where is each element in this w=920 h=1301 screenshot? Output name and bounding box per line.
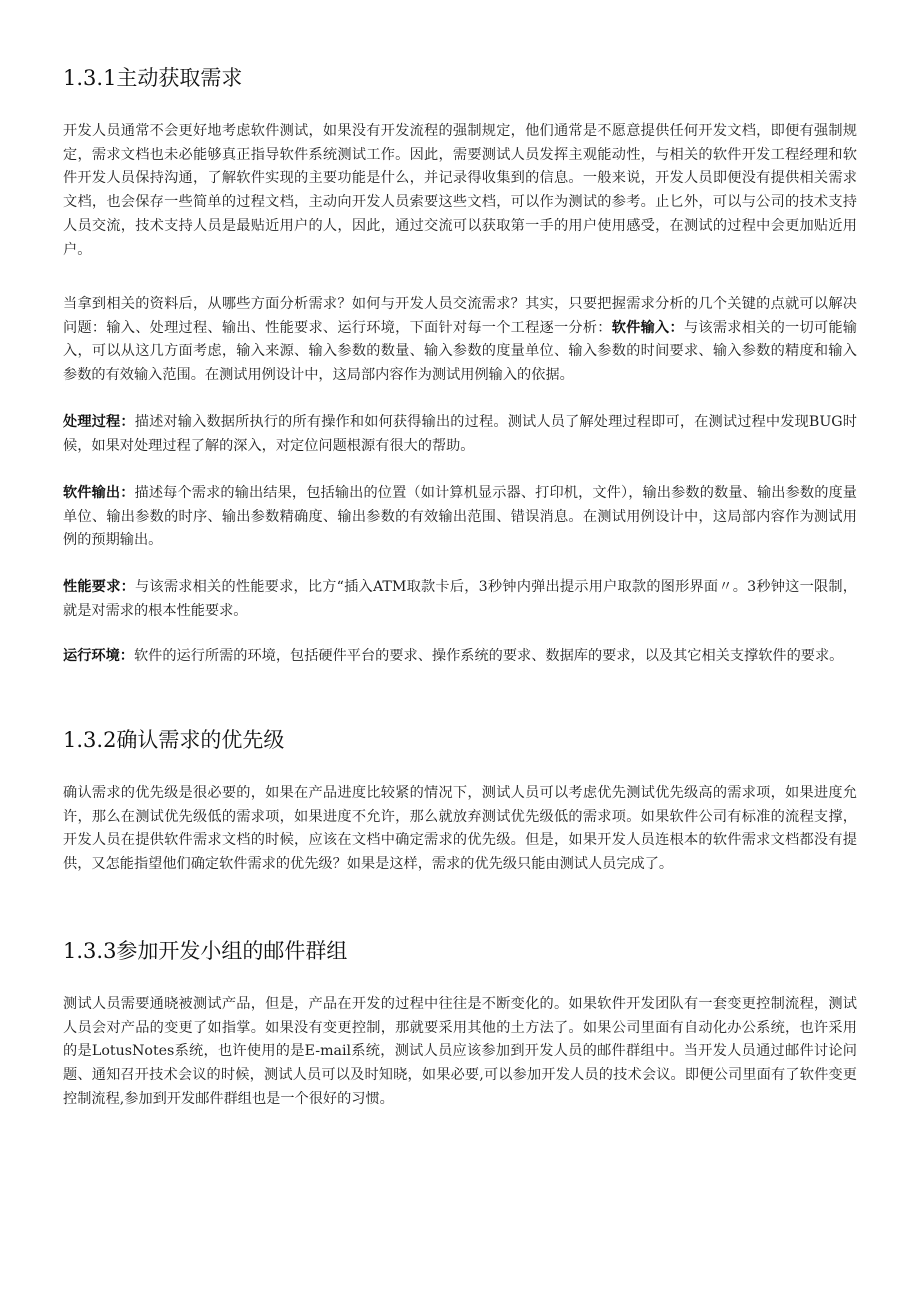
section-heading-1-3-2: 1.3.2确认需求的优先级: [63, 728, 285, 752]
paragraph-processing-text: 描述对输入数据所执行的所有操作和如何获得输出的过程。测试人员了解处理过程即可，在测试过程中发现BUG时候，如果对处理过程了解的深入，对定位问题根源有很大的帮助。: [63, 414, 857, 454]
label-processing: 处理过程：: [63, 414, 135, 430]
label-output: 软件输出：: [63, 485, 135, 501]
paragraph-output-text: 描述每个需求的输出结果，包括输出的位置（如计算机显示器、打印机，文件），输出参数的数量、输出参数的度量单位、输出参数的时序、输出参数精确度、输出参数的有效输出范围、错误消息。在测试用例设计中，这局部内容作为测试用例的预期输出。: [63, 485, 857, 549]
paragraph-analysis-lead: 当拿到相关的资料后，从哪些方面分析需求？如何与开发人员交流需求？其实，只要把握需求分析的几个关键的点就可以解决问题：输入、处理过程、输出、性能要求、运行环境，下面针对每一个工程逐一分析：: [63, 296, 857, 336]
section-heading-1-3-1: 1.3.1主动获取需求: [63, 66, 243, 90]
section-heading-1-3-3: 1.3.3参加开发小组的邮件群组: [63, 939, 348, 963]
label-software-input: 软件输入：: [611, 319, 684, 336]
paragraph-output: [63, 482, 857, 553]
paragraph-processing: [63, 411, 857, 458]
label-environment: 运行环境：: [63, 648, 134, 664]
paragraph-mail-group: 测试人员需要通晓被测试产品，但是，产品在开发的过程中往往是不断变化的。如果软件开发团队有一套变更控制流程，测试人员会对产品的变更了如指掌。如果没有变更控制，那就要采用其他的土方法了。如果公司里面有自动化办公系统，也许采用的是LotusNotes系统，也许使用的是E-mail系统，测试人员应该参加到开发人员的邮件群组中。当开发人员通过邮件讨论问题、通知召开技术会议的时候，测试人员可以及时知晓，如果必要,可以参加开发人员的技术会议。即便公司里面有了软件变更控制流程,参加到开发邮件群组也是一个很好的习惯。: [63, 996, 857, 1107]
paragraph-performance-text: 与该需求相关的性能要求，比方“插入ATM取款卡后，3秒钟内弹出提示用户取款的图形界面〃。3秒钟这一限制，就是对需求的根本性能要求。: [63, 579, 857, 619]
paragraph-analysis: [63, 293, 857, 388]
paragraph-environment: [63, 645, 857, 669]
paragraph-priority: 确认需求的优先级是很必要的，如果在产品进度比较紧的情况下，测试人员可以考虑优先测试优先级高的需求项，如果进度允许，那么在测试优先级低的需求项，如果进度不允许，那么就放弃测试优先级低的需求项。如果软件公司有标准的流程支撑，开发人员在提供软件需求文档的时候，应该在文档中确定需求的优先级。但是，如果开发人员连根本的软件需求文档都没有提供，又怎能指望他们确定软件需求的优先级？如果是这样，需求的优先级只能由测试人员完成了。: [63, 785, 857, 873]
paragraph-environment-text: 软件的运行所需的环境，包括硬件平台的要求、操作系统的要求、数据库的要求，以及其它相关支撑软件的要求。: [133, 648, 844, 664]
paragraph-performance: [63, 576, 857, 623]
paragraph-software-input-text: 与该需求相关的一切可能输入，可以从这几方面考虑，输入来源、输入参数的数量、输入参数的度量单位、输入参数的时间要求、输入参数的精度和输入参数的有效输入范围。在测试用例设计中，这局部内容作为测试用例输入的依据。: [63, 319, 857, 384]
paragraph-intro: 开发人员通常不会更好地考虑软件测试，如果没有开发流程的强制规定，他们通常是不愿意提供任何开发文档，即便有强制规定，需求文档也未必能够真正指导软件系统测试工作。因此，需要测试人员发挥主观能动性，与相关的软件开发工程经理和软件开发人员保持沟通，了解软件实现的主要功能是什么，并记录得收集到的信息。一般来说，开发人员即便没有提供相关需求文档，也会保存一些简单的过程文档，主动向开发人员索要这些文档，可以作为测试的参考。止匕外，可以与公司的技术支持人员交流，技术支持人员是最贴近用户的人，因此，通过交流可以获取第一手的用户使用感受，在测试的过程中会更加贴近用户。: [63, 123, 857, 258]
label-performance: 性能要求：: [63, 579, 136, 595]
